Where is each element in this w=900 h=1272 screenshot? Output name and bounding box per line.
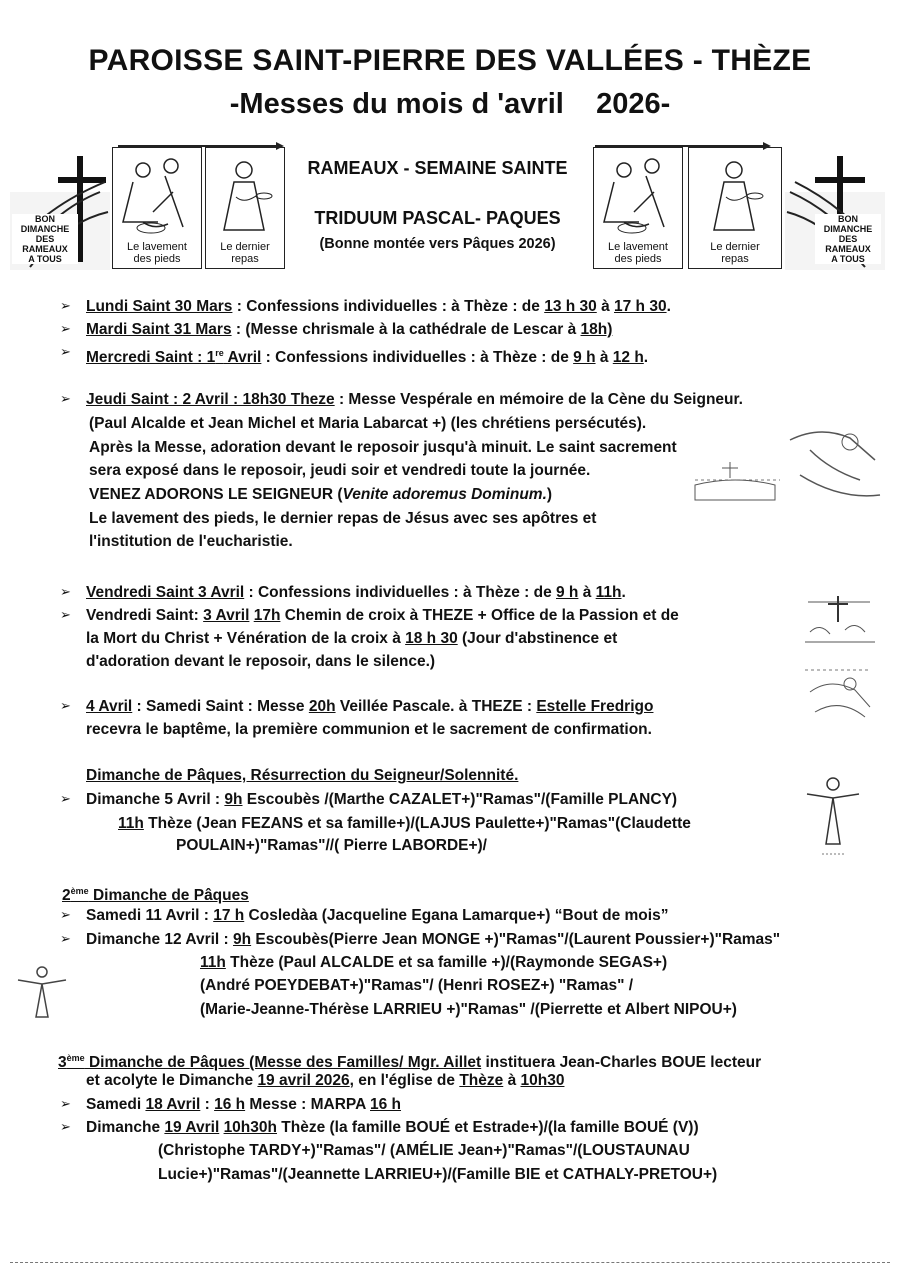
thursday-line-5: VENEZ ADORONS LE SEIGNEUR (Venite adoremus Dominum.)	[89, 486, 553, 503]
thursday-line-3: Après la Messe, adoration devant le reposoir jusqu'à minuit. Le saint sacrement	[89, 439, 677, 456]
washing-feet-picture	[112, 147, 202, 269]
second-line-5: (Marie-Jeanne-Thérèse LARRIEU +)"Ramas" /(Pierrette et Albert NIPOU+)	[200, 1001, 737, 1018]
bullet-arrow-icon: ➢	[60, 907, 71, 922]
bullet-arrow-icon: ➢	[60, 698, 71, 713]
bullet-arrow-icon: ➢	[60, 584, 71, 599]
second-line-3: 11h Thèze (Paul ALCALDE et sa famille +)/(Raymonde SEGAS+)	[200, 954, 668, 971]
washing-feet-icon	[113, 152, 201, 240]
page-title: PAROISSE SAINT-PIERRE DES VALLÉES - THÈZE	[88, 44, 812, 77]
third-line-3: Samedi 18 Avril : 16 h Messe : MARPA 16 h	[86, 1096, 402, 1113]
third-line-4: Dimanche 19 Avril 10h30h Thèze (la famille BOUÉ et Estrade+)/(la famille BOUÉ (V))	[86, 1119, 699, 1136]
thursday-line-1: Jeudi Saint : 2 Avril : 18h30 Theze : Messe Vespérale en mémoire de la Cène du Seigneur.	[86, 391, 743, 408]
saturday-line-1: 4 Avril : Samedi Saint : Messe 20h Veillée Pascale. à THEZE : Estelle Fredrigo	[86, 698, 654, 715]
thursday-line-2: (Paul Alcalde et Jean Michel et Maria Labarcat +) (les chrétiens persécutés).	[89, 415, 647, 432]
bullet-arrow-icon: ➢	[60, 344, 71, 359]
second-line-2: Dimanche 12 Avril : 9h Escoubès(Pierre Jean MONGE +)"Ramas"/(Laurent Poussier+)"Ramas"	[86, 931, 781, 948]
bullet-arrow-icon: ➢	[60, 791, 71, 806]
bullet-arrow-icon: ➢	[60, 321, 71, 336]
palm-caption-right: BON DIMANCHE DES RAMEAUX A TOUS	[815, 214, 881, 264]
last-supper-caption-right: Le dernier repas	[710, 241, 760, 265]
way-of-cross-sketch-icon	[800, 592, 880, 652]
thursday-line-6: Le lavement des pieds, le dernier repas de Jésus avec ses apôtres et	[89, 510, 597, 527]
thursday-line-7: l'institution de l'eucharistie.	[89, 533, 293, 550]
bottom-divider	[10, 1262, 890, 1263]
risen-christ-icon	[802, 772, 864, 857]
last-supper-picture	[205, 147, 285, 269]
friday-line-2: Vendredi Saint: 3 Avril 17h Chemin de croix à THEZE + Office de la Passion et de	[86, 607, 679, 624]
friday-line-4: d'adoration devant le reposoir, dans le silence.)	[86, 653, 436, 670]
second-line-4: (André POEYDEBAT+)"Ramas"/ (Henri ROSEZ+) "Ramas" /	[200, 977, 634, 994]
second-sunday-heading: 2ème Dimanche de Pâques	[62, 886, 249, 905]
thursday-line-4: sera exposé dans le reposoir, jeudi soir et vendredi toute la journée.	[89, 462, 591, 479]
banner-line-1: RAMEAUX - SEMAINE SAINTE	[307, 158, 568, 178]
third-line-6: Lucie+)"Ramas"/(Jeannette LARRIEU+)/(Famille BIE et CATHALY-PRETOU+)	[158, 1166, 718, 1183]
saturday-line-2: recevra le baptême, la première communion et le sacrement de confirmation.	[86, 721, 652, 738]
washing-feet-icon	[594, 152, 682, 240]
third-line-5: (Christophe TARDY+)"Ramas"/ (AMÉLIE Jean+)"Ramas"/(LOUSTAUNAU	[158, 1142, 690, 1159]
washing-feet-caption: Le lavement des pieds	[127, 241, 187, 265]
friday-line-3: la Mort du Christ + Vénération de la croix à 18 h 30 (Jour d'abstinence et	[86, 630, 618, 647]
last-supper-caption: Le dernier repas	[220, 241, 270, 265]
banner-line-3: (Bonne montée vers Pâques 2026)	[319, 236, 556, 252]
bullet-arrow-icon: ➢	[60, 391, 71, 406]
washing-feet-picture-right	[593, 147, 683, 269]
risen-christ-icon	[14, 962, 70, 1024]
bullet-arrow-icon: ➢	[60, 1119, 71, 1134]
palm-caption: BON DIMANCHE DES RAMEAUX A TOUS	[12, 214, 78, 264]
easter-vigil-sketch-icon	[800, 662, 880, 732]
second-line-1: Samedi 11 Avril : 17 h Cosledàa (Jacqueline Egana Lamarque+) “Bout de mois”	[86, 907, 669, 924]
monday-line: Lundi Saint 30 Mars : Confessions individuelles : à Thèze : de 13 h 30 à 17 h 30.	[86, 298, 671, 315]
third-sunday-heading: 3ème Dimanche de Pâques (Messe des Familles/ Mgr. Aillet instituera Jean-Charles BOUE lecteur	[58, 1053, 762, 1072]
easter-line-3: POULAIN+)"Ramas"//( Pierre LABORDE+)/	[176, 837, 487, 854]
last-supper-icon	[689, 152, 781, 240]
third-line-2: et acolyte le Dimanche 19 avril 2026, en l'église de Thèze à 10h30	[86, 1072, 565, 1089]
easter-line-1: Dimanche 5 Avril : 9h Escoubès /(Marthe CAZALET+)"Ramas"/(Famille PLANCY)	[86, 791, 678, 808]
bullet-arrow-icon: ➢	[60, 931, 71, 946]
washing-feet-caption-right: Le lavement des pieds	[608, 241, 668, 265]
bullet-arrow-icon: ➢	[60, 607, 71, 622]
foot-washing-sketch-icon	[690, 420, 890, 520]
tuesday-line: Mardi Saint 31 Mars : (Messe chrismale à la cathédrale de Lescar à 18h)	[86, 321, 613, 338]
easter-heading: Dimanche de Pâques, Résurrection du Seigneur/Solennité.	[86, 767, 519, 784]
friday-line-1: Vendredi Saint 3 Avril : Confessions individuelles : à Thèze : de 9 h à 11h.	[86, 584, 626, 601]
easter-line-2: 11h Thèze (Jean FEZANS et sa famille+)/(LAJUS Paulette+)"Ramas"(Claudette	[118, 815, 691, 832]
arrow-right-icon	[118, 141, 288, 151]
wednesday-line: Mercredi Saint : 1re Avril : Confessions individuelles : à Thèze : de 9 h à 12 h.	[86, 348, 649, 367]
arrow-right-icon	[595, 141, 775, 151]
bullet-arrow-icon: ➢	[60, 298, 71, 313]
last-supper-icon	[206, 152, 284, 240]
last-supper-picture-right	[688, 147, 782, 269]
banner-line-2: TRIDUUM PASCAL- PAQUES	[314, 208, 561, 228]
page-subtitle: -Messes du mois d 'avril 2026-	[229, 88, 671, 120]
bullet-arrow-icon: ➢	[60, 1096, 71, 1111]
